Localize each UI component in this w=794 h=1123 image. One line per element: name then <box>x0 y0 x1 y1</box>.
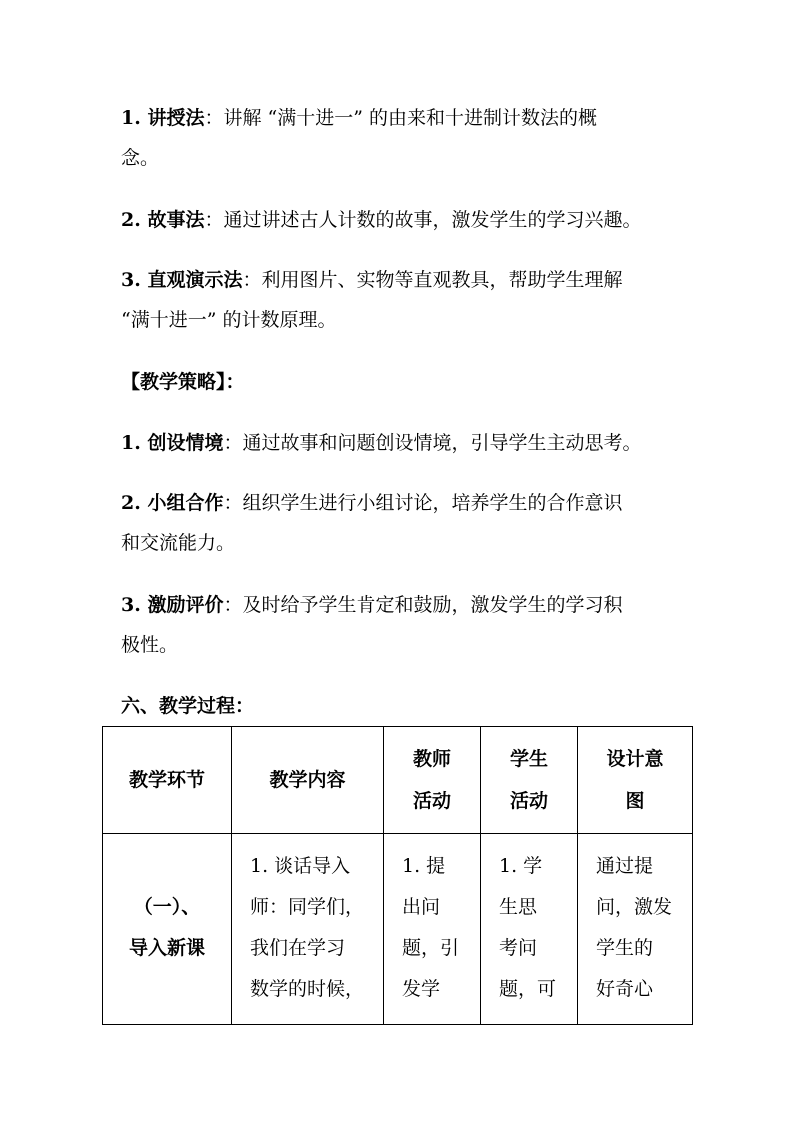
table-header-row <box>103 727 693 834</box>
method-1-line-1: 1. 讲授法：讲解 “满十进一” 的由来和十进制计数法的概 <box>121 107 597 129</box>
strategy-3-line-1: 3. 激励评价：及时给予学生肯定和鼓励，激发学生的学习积 <box>121 594 623 616</box>
method-1 <box>121 98 681 178</box>
strategy-3-label: 3. 激励评价 <box>121 594 224 616</box>
table-row <box>103 834 693 1025</box>
cell-stage: （一）、 导入新课 <box>103 834 232 1025</box>
strategy-3-line-2: 极性。 <box>121 634 179 656</box>
header-design-intent: 设计意 图 <box>578 727 693 834</box>
header-student-activity: 学生 活动 <box>481 727 578 834</box>
method-1-line-2: 念。 <box>121 147 160 169</box>
strategy-1 <box>121 423 681 463</box>
method-2-label: 2. 故事法 <box>121 209 205 231</box>
strategy-2-line-2: 和交流能力。 <box>121 532 236 554</box>
strategy-1-line-1: 1. 创设情境：通过故事和问题创设情境，引导学生主动思考。 <box>121 432 642 454</box>
method-3-line-2: “满十进一” 的计数原理。 <box>121 309 337 331</box>
cell-student-activity: 1. 学 生思 考问 题，可 <box>481 834 578 1025</box>
cell-teacher-activity: 1. 提 出问 题，引 发学 <box>384 834 481 1025</box>
header-teacher-activity: 教师 活动 <box>384 727 481 834</box>
method-1-label: 1. 讲授法 <box>121 107 205 129</box>
method-3-line-1: 3. 直观演示法：利用图片、实物等直观教具，帮助学生理解 <box>121 269 623 291</box>
process-table <box>102 726 693 1025</box>
method-2 <box>121 200 681 240</box>
method-3-label: 3. 直观演示法 <box>121 269 243 291</box>
strategy-2-label: 2. 小组合作 <box>121 492 224 514</box>
cell-design-intent: 通过提 问，激发 学生的 好奇心 <box>578 834 693 1025</box>
strategy-2 <box>121 483 681 563</box>
header-content: 教学内容 <box>232 727 384 834</box>
strategy-3 <box>121 585 681 665</box>
header-stage: 教学环节 <box>103 727 232 834</box>
strategy-1-label: 1. 创设情境 <box>121 432 224 454</box>
strategy-heading: 【教学策略】： <box>121 371 245 393</box>
method-3 <box>121 260 681 340</box>
method-2-line-1: 2. 故事法：通过讲述古人计数的故事，激发学生的学习兴趣。 <box>121 209 642 231</box>
process-heading: 六、教学过程： <box>121 695 255 717</box>
cell-content: 1. 谈话导入 师：同学们， 我们在学习 数学的时候， <box>232 834 384 1025</box>
strategy-2-line-1: 2. 小组合作：组织学生进行小组讨论，培养学生的合作意识 <box>121 492 623 514</box>
